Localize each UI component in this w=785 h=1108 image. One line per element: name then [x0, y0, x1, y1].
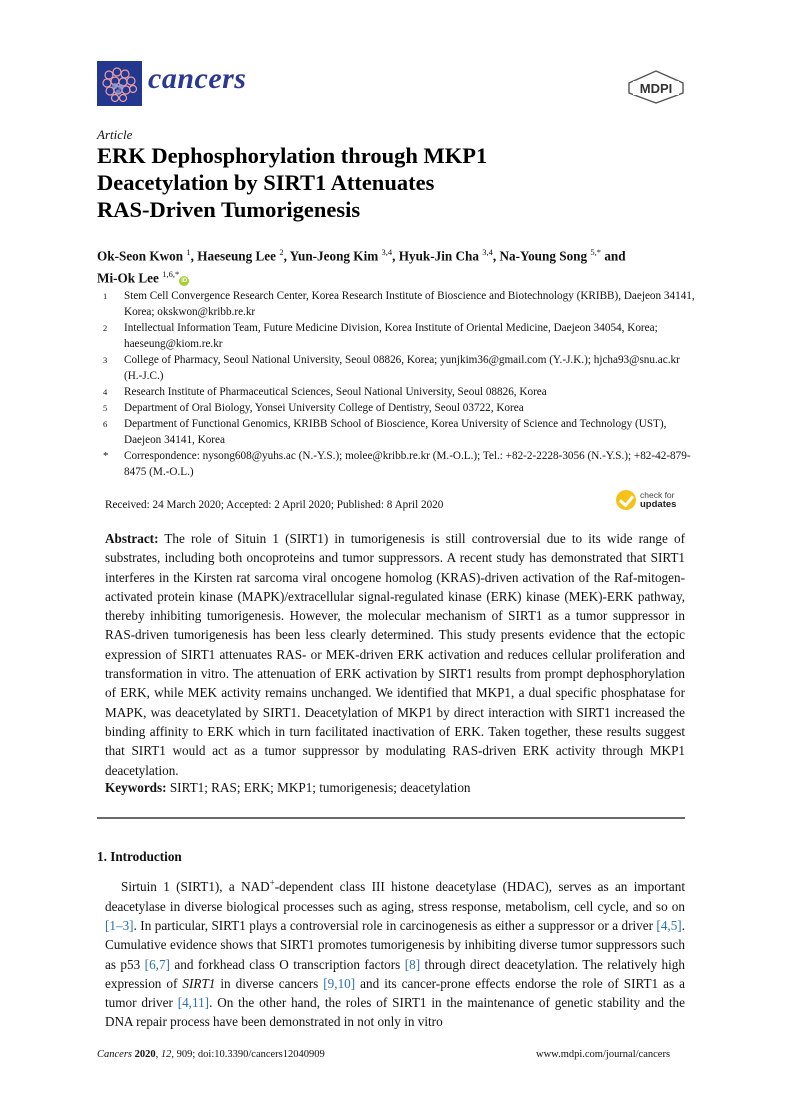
check-updates-line1: check for: [640, 490, 675, 500]
citation-link[interactable]: [8]: [404, 956, 421, 972]
keywords-text: SIRT1; RAS; ERK; MKP1; tumorigenesis; deacetylation: [169, 780, 471, 795]
affiliation-item: 1 Stem Cell Convergence Research Center, Korea Research Institute of Bioscience and Biotechnology (KRIBB), Daejeon 34141, Korea; okskwon@kribb.re.kr: [103, 290, 695, 318]
footer-journal: Cancers: [97, 1049, 132, 1060]
check-for-updates-button[interactable]: [616, 488, 691, 512]
abstract: [105, 529, 685, 780]
affiliation-item: 5 Department of Oral Biology, Yonsei University College of Dentistry, Seoul 03722, Korea: [103, 402, 524, 414]
section-divider: [97, 817, 685, 819]
author-affiliation: 3,4: [381, 247, 393, 257]
article-title: [97, 142, 657, 223]
author-name[interactable]: Ok-Seon Kwon: [97, 248, 184, 264]
title-line: ERK Dephosphorylation through MKP1: [97, 143, 488, 168]
footer-volume: 12: [160, 1049, 172, 1060]
svg-text:MDPI: MDPI: [639, 81, 673, 96]
title-line: RAS-Driven Tumorigenesis: [97, 197, 361, 222]
affiliation-item: 3 College of Pharmacy, Seoul National University, Seoul 08826, Korea; yunjkim36@gmail.com (Y.-J.K.); hjcha93@snu.ac.kr (H.-J.C.): [103, 354, 680, 382]
mdpi-logo-icon: [627, 70, 685, 104]
abstract-text: The role of Situin 1 (SIRT1) in tumorigenesis is still controversial due to its wide range of substrates, including both oncoproteins and tumor suppressors. A recent study has demonstrated that SIRT1 interferes in the Kirsten rat sarcoma viral oncogene homolog (KRAS)-driven activation of the Raf-mitogen-activated protein kinase (MAPK)/extracellular signal-regulated kinase (ERK) kinase (MEK)-ERK pathway, thereby inhibiting tumorigenesis. However, the molecular mechanism of SIRT1 as a tumor suppressor in RAS-driven tumorigenesis has been less clearly determined. This study presents evidence that the ectopic expression of SIRT1 attenuates RAS- or MEK-driven ERK activation and reduces cellular proliferation and transformation in vitro. The attenuation of ERK activation by SIRT1 results from prompt dephosphorylation of ERK, while MEK activity remains unchanged. We identified that MKP1, a dual specific phosphatase for MAPK, was deacetylated by SIRT1. Deacetylation of MKP1 by direct interaction with SIRT1 increased the binding affinity to ERK which in turn facilitated inactivation of ERK. Taken together, these results suggest that SIRT1 would act as a tumor suppressor by modulating RAS-driven ERK activity through MKP1 deacetylation.: [105, 531, 685, 778]
abstract-label: Abstract:: [105, 531, 159, 546]
affiliation-item: 2 Intellectual Information Team, Future Medicine Division, Korea Institute of Oriental Medicine, Daejeon 34054, Korea; haeseung@kiom.re.kr: [103, 322, 658, 350]
author-name[interactable]: Mi-Ok Lee: [97, 270, 159, 286]
journal-logo-icon: [97, 61, 142, 106]
introduction-paragraph: Sirtuin 1 (SIRT1), a NAD+-dependent class III histone deacetylase (HDAC), serves as an important deacetylase in diverse biological processes such as aging, stress response, metabolism, cell cycle, and so on [1–3]. In particular, SIRT1 plays a controversial role in carcinogenesis as either a suppressor or a driver [4,5]. Cumulative evidence shows that SIRT1 promotes tumorigenesis by inhibiting diverse tumor suppressors such as p53 [6,7] and forkhead class O transcription factors [8] through direct deacetylation. The relatively high expression of SIRT1 in diverse cancers [9,10] and its cancer-prone effects endorse the role of SIRT1 as a tumor driver [4,11]. On the other hand, the roles of SIRT1 in the maintenance of genetic stability and the DNA repair process have been demonstrated in not only in vitro: [105, 878, 686, 1030]
author-joiner: and: [604, 248, 626, 264]
author-name[interactable]: Yun-Jeong Kim: [289, 248, 379, 264]
author-affiliation: 3,4: [482, 247, 493, 257]
author-affiliation: 1,6,*: [162, 269, 180, 280]
author-affiliation: 1: [186, 247, 191, 257]
citation-footer: Cancers 2020, 12, 909; doi:10.3390/cancers12040909: [97, 1049, 325, 1060]
author-name[interactable]: Na-Young Song: [499, 248, 588, 264]
publication-dates: Received: 24 March 2020; Accepted: 2 April 2020; Published: 8 April 2020: [105, 499, 444, 511]
keywords: [105, 780, 685, 796]
author-name[interactable]: Haeseung Lee: [197, 248, 277, 264]
journal-url-link[interactable]: www.mdpi.com/journal/cancers: [536, 1049, 671, 1060]
check-updates-line2: updates: [640, 499, 677, 510]
affiliation-item: 4 Research Institute of Pharmaceutical Sciences, Seoul National University, Seoul 08826, Korea: [103, 386, 547, 398]
author-name[interactable]: Hyuk-Jin Cha: [398, 248, 479, 264]
author-affiliation: 2: [279, 247, 284, 257]
citation-link[interactable]: [1–3]: [105, 917, 134, 933]
citation-link[interactable]: [6,7]: [144, 956, 170, 972]
footer-year: 2020: [134, 1049, 156, 1060]
title-line: Deacetylation by SIRT1 Attenuates: [97, 170, 435, 195]
checkmark-icon: [616, 490, 636, 510]
keywords-label: Keywords:: [105, 780, 167, 795]
article-type: Article: [97, 127, 133, 142]
author-list: Ok-Seon Kwon $^1$, Haeseung Lee $^2$, Yun-Jeong Kim $^{3,4}$, Hyuk-Jin Cha $^{3,4}$, Na-Young Song $^{5,*}$ and Mi-Ok Lee $^{1,6,*}$iD: [97, 247, 626, 286]
affiliation-list: [97, 288, 697, 480]
affiliation-item: 6 Department of Functional Genomics, KRIBB School of Bioscience, Korea University of Science and Technology (UST), Daejeon 34141, Korea: [103, 418, 667, 446]
author-affiliation: 5,*: [590, 247, 602, 257]
section-heading: 1. Introduction: [97, 849, 182, 864]
citation-link[interactable]: [4,5]: [656, 917, 682, 933]
orcid-icon[interactable]: iD: [181, 277, 188, 284]
footer-doi[interactable]: , 909; doi:10.3390/cancers12040909: [171, 1049, 325, 1060]
journal-name: cancers: [148, 62, 247, 95]
citation-link[interactable]: [9,10]: [323, 975, 356, 991]
citation-link[interactable]: [4,11]: [177, 995, 210, 1011]
correspondence-item: * Correspondence: nysong608@yuhs.ac (N.-Y.S.); molee@kribb.re.kr (M.-O.L.); Tel.: +82-2-2228-3056 (N.-Y.S.); +82-42-879-8475 (M.-O.L.): [103, 450, 691, 478]
